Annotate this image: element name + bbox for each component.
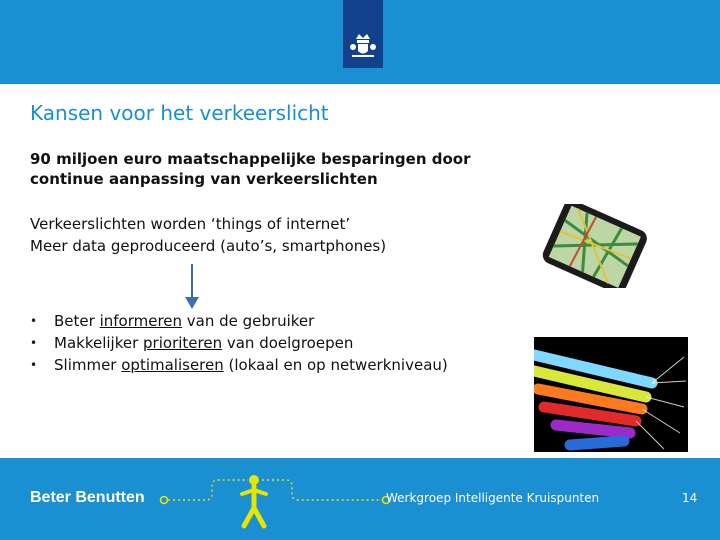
crown-emblem-icon bbox=[348, 30, 378, 60]
bullet-list bbox=[30, 310, 448, 376]
bullet-emphasis: optimaliseren bbox=[121, 356, 224, 374]
bullet-text-post: van doelgroepen bbox=[222, 334, 354, 352]
slide-subtitle bbox=[30, 149, 590, 189]
bullet-text-pre: Slimmer bbox=[54, 356, 122, 374]
down-arrow-icon bbox=[184, 264, 200, 310]
bullet-emphasis: prioriteren bbox=[143, 334, 223, 352]
list-item bbox=[30, 354, 448, 376]
bullet-text-post: (lokaal en op netwerkniveau) bbox=[223, 356, 448, 374]
subtitle-line-1: 90 miljoen euro maatschappelijke besparingen door bbox=[30, 150, 471, 168]
footer-workgroup-label: Werkgroep Intelligente Kruispunten bbox=[386, 491, 600, 505]
bullet-dot: • bbox=[30, 314, 38, 328]
government-logo bbox=[343, 0, 383, 68]
bullet-text-post: van de gebruiker bbox=[182, 312, 315, 330]
body-text bbox=[30, 213, 530, 257]
bullet-text-pre: Makkelijker bbox=[54, 334, 144, 352]
smartphone-map-image bbox=[534, 204, 652, 288]
fibre-optic-image bbox=[534, 337, 688, 452]
pedestrian-route-decoration bbox=[150, 470, 390, 534]
pedestrian-icon bbox=[242, 475, 266, 526]
body-line-1: Verkeerslichten worden ‘things of internet’ bbox=[30, 215, 351, 233]
brand-logo-text: Beter Benutten bbox=[30, 489, 145, 506]
subtitle-line-2: continue aanpassing van verkeerslichten bbox=[30, 170, 378, 188]
bullet-dot: • bbox=[30, 358, 38, 372]
slide-title: Kansen voor het verkeerslicht bbox=[30, 101, 329, 125]
list-item bbox=[30, 332, 448, 354]
list-item bbox=[30, 310, 448, 332]
body-line-2: Meer data geproduceerd (auto’s, smartphones) bbox=[30, 237, 387, 255]
bullet-dot: • bbox=[30, 336, 38, 350]
bullet-emphasis: informeren bbox=[99, 312, 183, 330]
bullet-text-pre: Beter bbox=[54, 312, 100, 330]
page-number: 14 bbox=[682, 491, 698, 505]
